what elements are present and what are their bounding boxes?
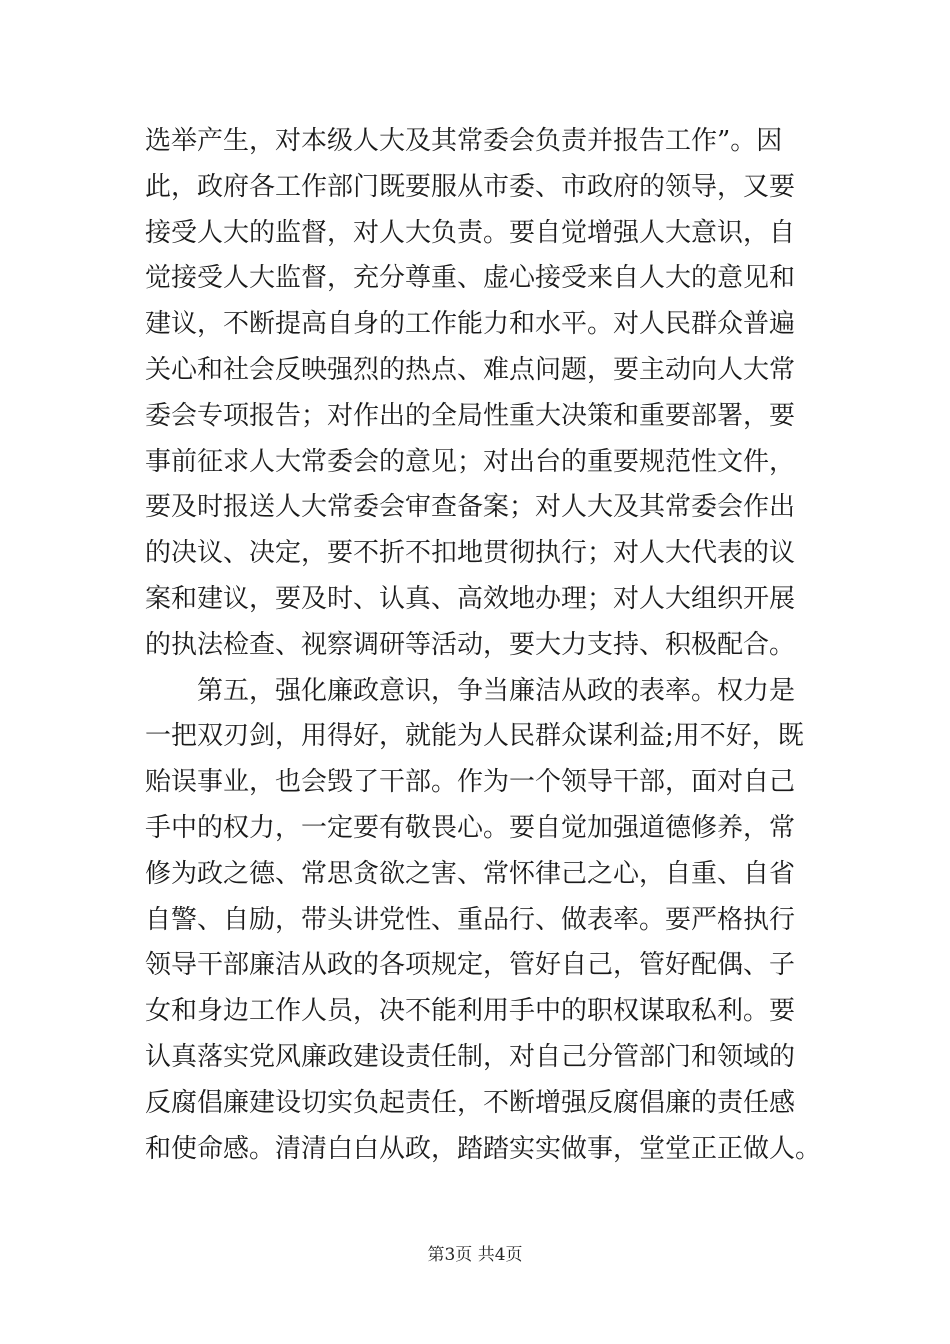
paragraph-start-line: 第五，强化廉政意识，争当廉洁从政的表率。权力是 — [197, 675, 796, 706]
text-line: 觉接受人大监督，充分尊重、虚心接受来自人大的意见和 — [145, 263, 796, 294]
body-text — [145, 119, 822, 1172]
page-footer: 第3页 共4页 — [427, 1245, 523, 1265]
text-line: 手中的权力，一定要有敬畏心。要自觉加强道德修养，常 — [145, 812, 796, 843]
text-line: 认真落实党风廉政建设责任制，对自己分管部门和领域的 — [145, 1041, 796, 1072]
text-line: 接受人大的监督，对人大负责。要自觉增强人大意识，自 — [145, 217, 796, 248]
text-line: 的决议、决定，要不折不扣地贯彻执行；对人大代表的议 — [145, 538, 796, 569]
text-line: 贻误事业，也会毁了干部。作为一个领导干部，面对自己 — [145, 767, 796, 798]
text-line: 反腐倡廉建设切实负起责任，不断增强反腐倡廉的责任感 — [145, 1087, 796, 1118]
text-line: 的执法检查、视察调研等活动，要大力支持、积极配合。 — [145, 629, 796, 660]
text-line: 和使命感。清清白白从政，踏踏实实做事，堂堂正正做人。 — [145, 1133, 822, 1164]
text-line: 关心和社会反映强烈的热点、难点问题，要主动向人大常 — [145, 354, 796, 385]
text-line: 修为政之德、常思贪欲之害、常怀律己之心，自重、自省 — [145, 858, 796, 889]
text-line: 案和建议，要及时、认真、高效地办理；对人大组织开展 — [145, 583, 796, 614]
text-line: 一把双刃剑，用得好，就能为人民群众谋利益;用不好，既 — [145, 721, 804, 752]
text-line: 建议，不断提高自身的工作能力和水平。对人民群众普遍 — [145, 309, 796, 340]
text-line: 委会专项报告；对作出的全局性重大决策和重要部署，要 — [145, 400, 796, 431]
text-line: 此，政府各工作部门既要服从市委、市政府的领导，又要 — [145, 171, 796, 202]
text-line: 要及时报送人大常委会审查备案；对人大及其常委会作出 — [145, 492, 796, 523]
text-line: 事前征求人大常委会的意见；对出台的重要规范性文件， — [145, 446, 796, 477]
text-line: 女和身边工作人员，决不能利用手中的职权谋取私利。要 — [145, 996, 796, 1027]
text-line: 领导干部廉洁从政的各项规定，管好自己，管好配偶、子 — [145, 950, 796, 981]
text-line: 选举产生，对本级人大及其常委会负责并报告工作”。因 — [145, 126, 783, 156]
text-line: 自警、自励，带头讲党性、重品行、做表率。要严格执行 — [145, 904, 796, 935]
